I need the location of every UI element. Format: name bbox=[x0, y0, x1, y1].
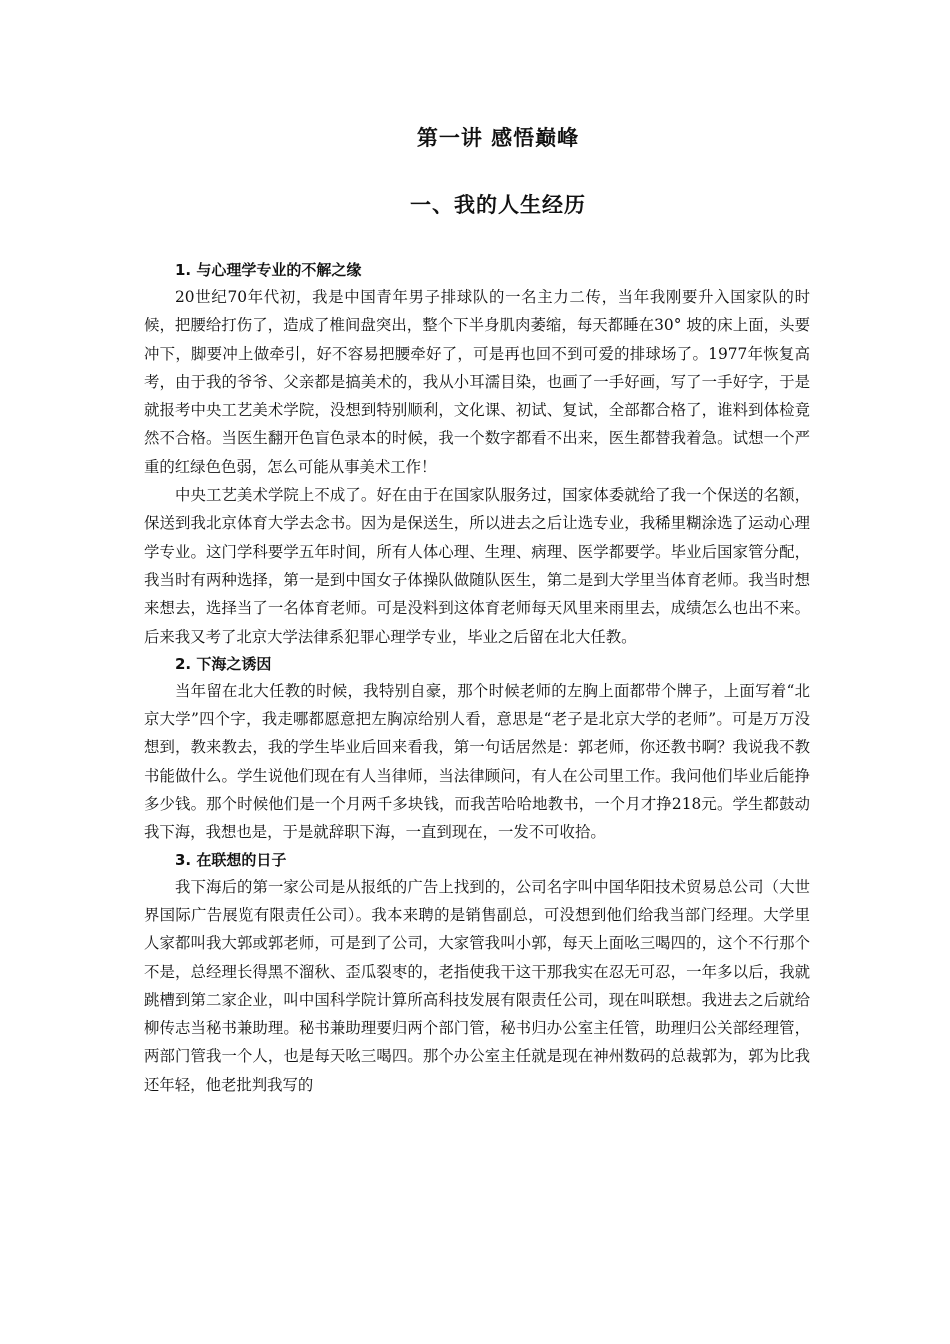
subsection-heading: 2. 下海之诱因 bbox=[175, 654, 272, 673]
section-title: 一、我的人生经历 bbox=[410, 193, 586, 217]
paragraph: 我下海后的第一家公司是从报纸的广告上找到的，公司名字叫中国华阳技术贸易总公司（大世界国际广告展览有限责任公司）。我本来聘的是销售副总，可没想到他们给我当部门经理。大学里人家都叫我大郭或郭老师，可是到了公司，大家管我叫小郭，每天上面吆三喝四的，这个不行那个不是，总经理长得黑不溜秋、歪瓜裂枣的，老指使我干这干那我实在忍无可忍，一年多以后，我就跳槽到第二家企业，叫中国科学院计算所高科技发展有限责任公司，现在叫联想。我进去之后就给柳传志当秘书兼助理。秘书兼助理要归两个部门管，秘书归办公室主任管，助理归公关部经理管，两部门管我一个人，也是每天吆三喝四。那个办公室主任就是现在神州数码的总裁郭为，郭为比我还年轻，他老批判我写的 bbox=[144, 877, 810, 1094]
subsection-heading: 1. 与心理学专业的不解之缘 bbox=[175, 261, 362, 279]
paragraph: 当年留在北大任教的时候，我特别自豪，那个时候老师的左胸上面都带个牌子，上面写着“北京大学”四个字，我走哪都愿意把左胸凉给别人看，意思是“老子是北京大学的老师”。可是万万没想到，教来教去，我的学生毕业后回来看我，第一句话居然是：郭老师，你还教书啊？我说我不教书能做什么。学生说他们现在有人当律师，当法律顾问，有人在公司里工作。我问他们毕业后能挣多少钱。那个时候他们是一个月两千多块钱，而我苦哈哈地教书，一个月才挣218元。学生都鼓动我下海，我想也是，于是就辞职下海，一直到现在，一发不可收拾。 bbox=[144, 681, 810, 842]
subsection bbox=[144, 847, 810, 1099]
paragraph: 中央工艺美术学院上不成了。好在由于在国家队服务过，国家体委就给了我一个保送的名额，保送到我北京体育大学去念书。因为是保送生，所以进去之后让选专业，我稀里糊涂选了运动心理学专业。这门学科要学五年时间，所有人体心理、生理、病理、医学都要学。毕业后国家管分配，我当时有两种选择，第一是到中国女子体操队做随队医生，第二是到大学里当体育老师。我当时想来想去，选择当了一名体育老师。可是没料到这体育老师每天风里来雨里去，成绩怎么也出不来。后来我又考了北京大学法律系犯罪心理学专业，毕业之后留在北大任教。 bbox=[144, 486, 810, 646]
paragraph: 20世纪70年代初，我是中国青年男子排球队的一名主力二传，当年我刚要升入国家队的时候，把腰给打伤了，造成了椎间盘突出，整个下半身肌肉萎缩，每天都睡在30° 坡的床上面，头要冲下，脚要冲上做牵引，好不容易把腰牵好了，可是再也回不到可爱的排球场了。1977年恢复高考，由于我的爷爷、父亲都是搞美术的，我从小耳濡目染，也画了一手好画，写了一手好字，于是就报考中央工艺美术学院，没想到特别顺利，文化课、初试、复试，全部都合格了，谁料到体检竟然不合格。当医生翻开色盲色录本的时候，我一个数字都看不出来，医生都替我着急。试想一个严重的红绿色色弱，怎么可能从事美术工作！ bbox=[144, 288, 810, 476]
subsection bbox=[144, 651, 810, 847]
subsection-heading: 3. 在联想的日子 bbox=[175, 850, 287, 869]
subsection bbox=[144, 257, 810, 651]
document-body bbox=[144, 257, 810, 1099]
lecture-title: 第一讲 感悟巅峰 bbox=[416, 126, 580, 150]
